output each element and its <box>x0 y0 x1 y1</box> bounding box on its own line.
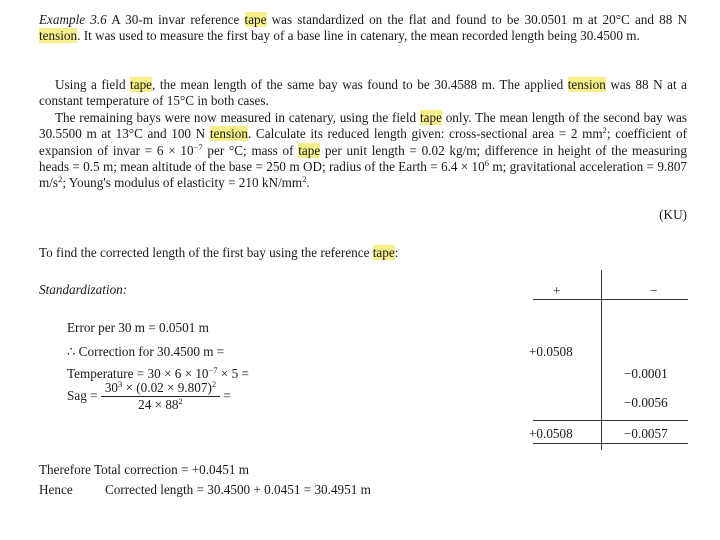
total-plus-value: +0.0508 <box>529 426 573 441</box>
sag-numerator: $30^3 \times (0.02 \times 9.807)^2$ <box>101 380 220 397</box>
highlight-tension: tension <box>39 28 78 44</box>
highlight-tape: tape <box>244 12 267 27</box>
highlight-tension: tension <box>567 77 606 92</box>
highlight-tension: tension <box>209 126 248 142</box>
highlight-tape: tape <box>372 245 395 260</box>
example-label: Example 3.6 <box>39 12 107 27</box>
sag-value: −0.0056 <box>624 395 668 410</box>
error-line: Error per 30 m = 0.0501 m <box>67 320 209 335</box>
therefore-line: Therefore Total correction = +0.0451 m <box>39 462 249 477</box>
problem-paragraph-1: Example 3.6 A 30-m invar reference tape was standardized on the flat and found to be 30.0501 m at 20°C and 88 N tension. It was used to measure the first bay of a base line in catenary, the mean recorded length being 30.4500 m. <box>39 12 687 44</box>
sag-denominator: $24 \times 88^2$ <box>138 396 183 413</box>
hence-line: Hence Corrected length = 30.4500 + 0.0451 = 30.4951 m <box>39 482 371 497</box>
highlight-tape: tape <box>298 142 321 158</box>
table-total-rule <box>533 420 688 421</box>
temperature-value: −0.0001 <box>624 366 668 381</box>
highlight-tape: tape <box>130 77 153 92</box>
correction-line: ∴ Correction for 30.4500 m = <box>67 344 225 359</box>
standardization-heading: Standardization: <box>39 282 128 297</box>
highlight-tape: tape <box>419 110 442 125</box>
sag-label: Sag = <box>67 387 98 403</box>
table-bottom-rule <box>533 443 688 444</box>
table-column-divider <box>601 270 602 450</box>
column-minus-header: − <box>650 283 658 298</box>
source-tag: (KU) <box>659 207 687 222</box>
solution-intro: To find the corrected length of the first bay using the reference tape: <box>39 245 399 260</box>
sag-fraction <box>101 380 220 414</box>
total-minus-value: −0.0057 <box>624 426 668 441</box>
sag-line <box>67 380 231 414</box>
temperature-line: Temperature = $30 \times 6 \times 10^{-7} \times 5$ = <box>67 365 249 381</box>
sag-equals: = <box>223 387 231 403</box>
problem-paragraph-2: Using a field tape, the mean length of the same bay was found to be 30.4588 m. The applied tension was 88 N at a constant temperature of 15°C in both cases. <box>39 77 687 109</box>
hence-label: Hence <box>39 482 73 497</box>
column-plus-header: + <box>553 283 561 298</box>
correction-value: +0.0508 <box>529 344 573 359</box>
problem-paragraph-3: The remaining bays were now measured in catenary, using the field tape only. The mean length of the second bay was 30.5500 m at 13°C and 100 N tension. Calculate its reduced length given: cross-sectional area = 2 $mm^2$; coefficient of expansion of invar = $6 \times 10^{-7}$ per °C; mass of tape per unit length = 0.02 kg/m; difference in height of the measuring heads = 0.5 m; mean altitude of the base = 250 m OD; radius of the Earth = $6.4 \times 10^6$ m; gravitational acceleration = 9.807 $m/s^2$; Young's modulus of elasticity = 210 $kN/mm^2$. <box>39 110 688 191</box>
